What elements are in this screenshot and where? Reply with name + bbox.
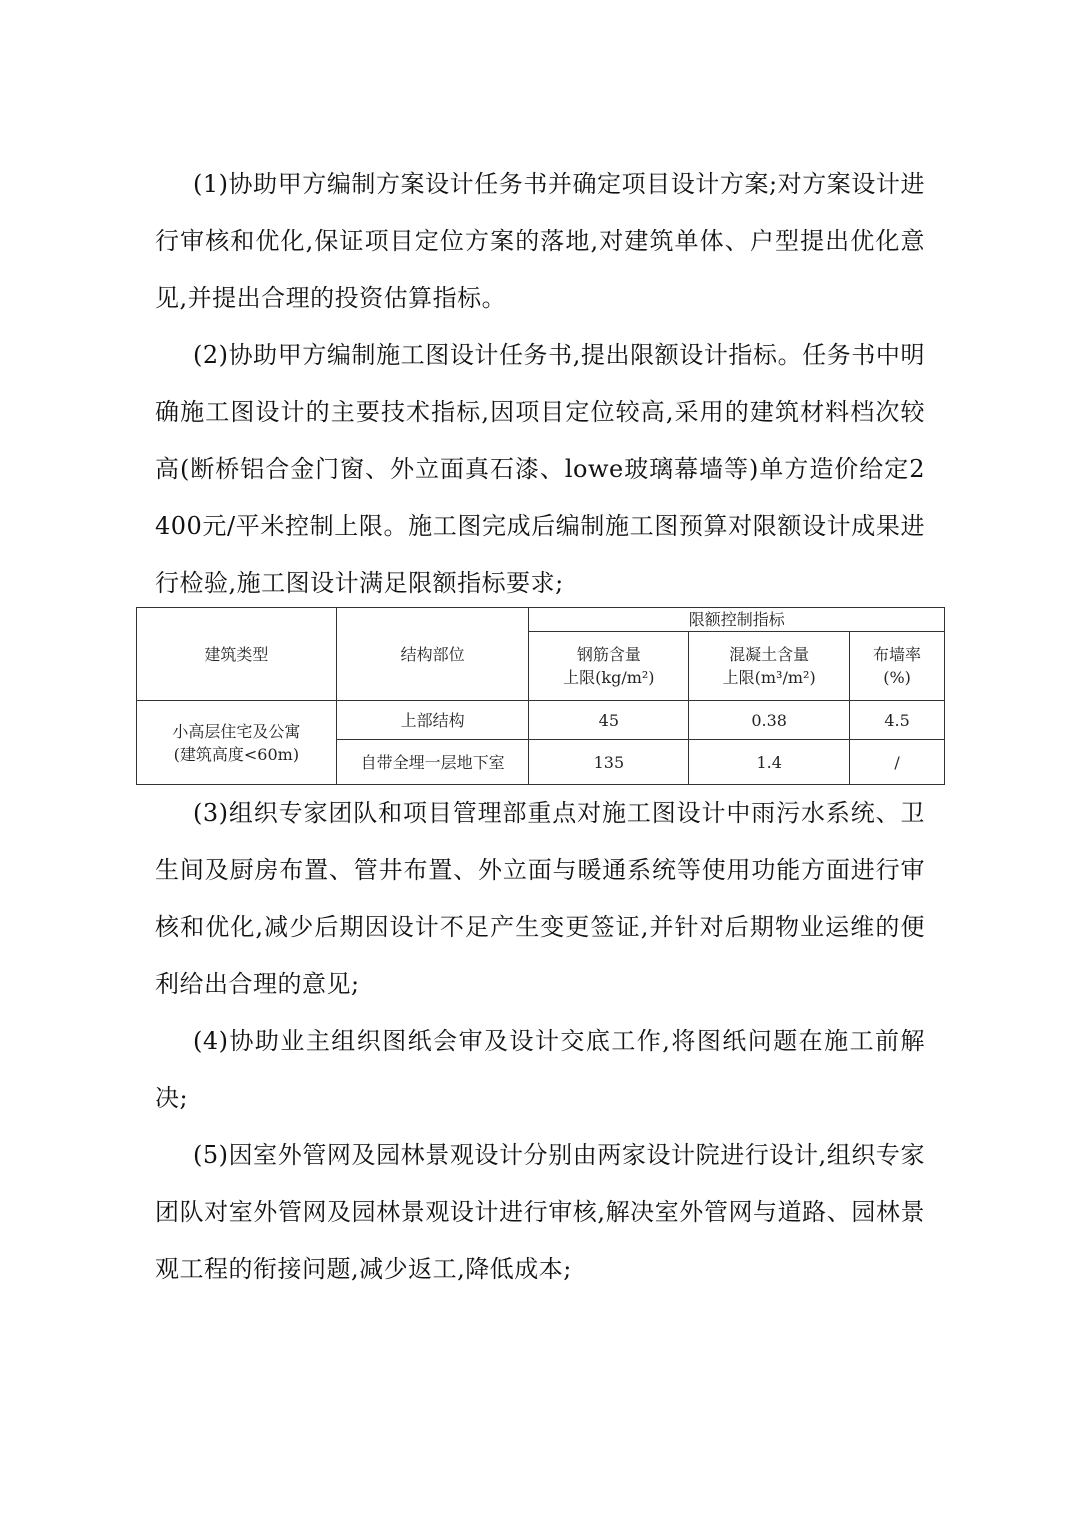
header-concrete-line1: 混凝土含量	[729, 645, 810, 664]
wall-ratio-cell: /	[850, 740, 945, 785]
header-rebar-line2: 上限(kg/m²)	[563, 668, 655, 687]
table-header-row	[137, 608, 945, 632]
rebar-cell: 45	[529, 701, 689, 740]
header-rebar	[529, 632, 689, 701]
header-wall-line2: (%)	[883, 668, 911, 687]
wall-ratio-cell: 4.5	[850, 701, 945, 740]
limit-index-table	[136, 607, 945, 785]
header-wall-ratio	[850, 632, 945, 701]
header-limit-group: 限额控制指标	[529, 608, 945, 632]
structure-part-cell: 上部结构	[336, 701, 529, 740]
paragraph-1: (1)协助甲方编制方案设计任务书并确定项目设计方案;对方案设计进行审核和优化,保证项目定位方案的落地,对建筑单体、户型提出优化意见,并提出合理的投资估算指标。	[155, 170, 925, 312]
building-type-cell	[137, 701, 337, 785]
paragraph-3: (3)组织专家团队和项目管理部重点对施工图设计中雨污水系统、卫生间及厨房布置、管井布置、外立面与暖通系统等使用功能方面进行审核和优化,减少后期因设计不足产生变更签证,并针对后期物业运维的便利给出合理的意见;	[155, 799, 925, 998]
building-type-line1: 小高层住宅及公寓	[172, 721, 301, 741]
header-building-type: 建筑类型	[137, 608, 337, 701]
paragraph-4: (4)协助业主组织图纸会审及设计交底工作,将图纸问题在施工前解决;	[155, 1027, 925, 1112]
concrete-cell: 1.4	[689, 740, 850, 785]
rebar-cell: 135	[529, 740, 689, 785]
concrete-cell: 0.38	[689, 701, 850, 740]
header-structure-part: 结构部位	[336, 608, 529, 701]
header-rebar-line1: 钢筋含量	[576, 645, 641, 664]
header-concrete	[689, 632, 850, 701]
paragraph-5: (5)因室外管网及园林景观设计分别由两家设计院进行设计,组织专家团队对室外管网及园林景观设计进行审核,解决室外管网与道路、园林景观工程的衔接问题,减少返工,降低成本;	[155, 1141, 925, 1283]
building-type-line2: (建筑高度<60m)	[173, 744, 300, 764]
header-wall-line1: 布墙率	[873, 645, 922, 664]
table-row	[137, 701, 945, 740]
structure-part-cell: 自带全埋一层地下室	[336, 740, 529, 785]
paragraph-2: (2)协助甲方编制施工图设计任务书,提出限额设计指标。任务书中明确施工图设计的主要技术指标,因项目定位较高,采用的建筑材料档次较高(断桥铝合金门窗、外立面真石漆、lowe玻璃幕墙等)单方造价给定2400元/平米控制上限。施工图完成后编制施工图预算对限额设计成果进行检验,施工图设计满足限额指标要求;	[155, 341, 925, 597]
header-concrete-line2: 上限(m³/m²)	[722, 668, 816, 687]
